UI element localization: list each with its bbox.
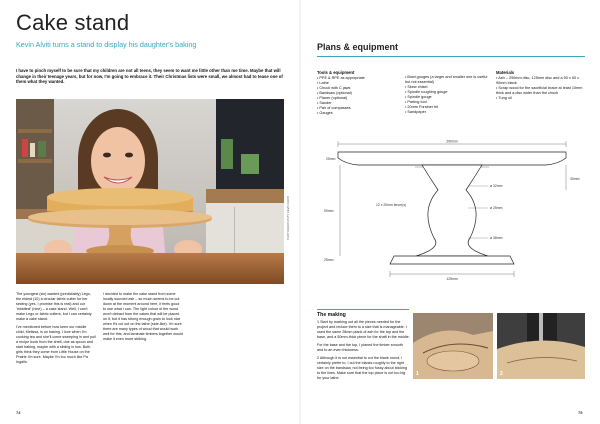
list-item: • Scrap wood for the sacrificial brace at least 10mm thick and a disc wider than the chuck [496, 86, 583, 95]
dim-d2: ø 25mm [490, 206, 503, 210]
materials-heading: Materials [496, 70, 515, 75]
dim-d1: ø 32mm [490, 184, 503, 188]
dim-base-thickness: 25mm [324, 258, 334, 262]
page-number-right: 75 [578, 410, 583, 415]
list-item: • 20mm Forstner bit [405, 105, 439, 109]
page-number-left: 74 [16, 410, 21, 415]
article-title: Cake stand [16, 10, 130, 35]
list-item: • Gauges [317, 111, 333, 115]
list-item: • Parting tool [405, 100, 427, 104]
tools-heading: Tools & equipment [317, 70, 355, 75]
body-column-1 [16, 292, 96, 368]
list-item: • Skew chisel [405, 85, 428, 89]
list-item: • Spindle roughing gouge [405, 90, 448, 94]
making-step: For the base and the top, I planed the timber smooth and to an even thickness. [317, 343, 403, 352]
hero-photo [16, 99, 284, 284]
plans-title: Plans & equipment [317, 42, 399, 52]
dim-d3: ø 38mm [490, 236, 503, 240]
making-step: 1 Start by marking out all the pieces needed for the project and reduce them to a size that is manageable. I used the same 28mm plank of ash for the top and the base, and a 50mm-thick piece for the shaft in the middle. [317, 320, 410, 339]
intro-paragraph: I have to pinch myself to be sure that my children are not all teens, they seem to want me little other than me time. Maybe that will change in their teenage years, but for now, I'm going to embrace it. Their Christmas lists were small, we almost had to tease one of them what they wanted. [16, 68, 283, 85]
photo-credit: PHOTOGRAPHS BY KEVIN ALVITI [286, 195, 290, 240]
step-photo-2 [497, 313, 585, 379]
tools-column-2 [405, 75, 489, 115]
list-item: • Bandsaw (optional) [317, 91, 352, 95]
list-item: • Sander [317, 101, 332, 105]
body-column-2 [103, 292, 183, 345]
body-paragraph: I decided to make the cake stand from some locally sourced ash – so much seems to be cut down at the moment around here, it feels good to use what I can. The light colour of the wood won't detract from the cakes that will be placed on it, but it has strong enough grain to look nice when it's cut out on the lathe (side-like). I'm sure there are many types of wood that would work well for this, and laminate timbers together would make it even more striking. [103, 292, 183, 341]
materials-column [496, 70, 584, 101]
article-subtitle: Kevin Alviti turns a stand to display his daughter's baking [16, 40, 197, 49]
dim-top-thickness: 25mm [326, 157, 336, 161]
gutter [299, 0, 301, 424]
tenon-label: 12 x 20mm tenon(s) [376, 203, 407, 207]
list-item: • Planer (optional) [317, 96, 348, 100]
making-step: 2 Although it is not essential to cut the blank round, I certainly prefer to. I cut the blanks roughly to the right size on the bandsaw, not being too fussy about sticking to the lines. Make sure that the top piece is not too big for your lathe. [317, 356, 407, 380]
making-text [317, 320, 410, 384]
list-item: • Lathe [317, 81, 329, 85]
list-item: • Spindle gouge [405, 95, 432, 99]
making-heading: The making [317, 312, 346, 318]
list-item: • PPE & RPE as appropriate [317, 76, 365, 80]
list-item: • Sandpaper [405, 110, 426, 114]
body-paragraph: I've mentioned before how keen our middle child, Melissa, is on baking. I love when I'm cooking tea and she'll come sweeping in and pull a recipe book from the shelf, doe as spoon and start baking, maybe with a sibling in tow. Both girls think they come from Little House on the Prairie I'm sure. Maybe I'm too much like Pa Ingalls. [16, 325, 96, 364]
dim-top-width: 290mm [446, 139, 458, 144]
tools-column [317, 70, 401, 116]
step-photo-1 [413, 313, 493, 379]
body-paragraph: The youngest (six) wanted (predictably) Lego, the eldest (10) a circular fabric cutter for her sewing (yes, I promise this is real) and our 'middlest' (nine) – a cake stand. Well, I can't make Lego or fabric cutters, but I can certainly make a cake stand. [16, 292, 92, 321]
making-rule [317, 309, 409, 310]
list-item: • Bowl gouges (a larger and smaller one is useful but not essential) [405, 75, 488, 84]
cake-stand-drawing [318, 138, 586, 286]
dim-right-height: 30mm [570, 177, 580, 181]
dim-base-width: 125mm [446, 277, 458, 281]
dim-stem-height: 90mm [324, 209, 334, 213]
photo-number: 2 [500, 371, 503, 377]
list-item: • Chuck with C jaws [317, 86, 351, 90]
list-item: • Pair of compasses [317, 106, 351, 110]
photo-number: 1 [416, 371, 419, 377]
list-item: • Tung oil [496, 96, 512, 100]
list-item: • Ash – 290mm disc, 125mm disc and a 50 x 50 x 90mm blank [496, 76, 580, 85]
section-rule [317, 56, 585, 57]
